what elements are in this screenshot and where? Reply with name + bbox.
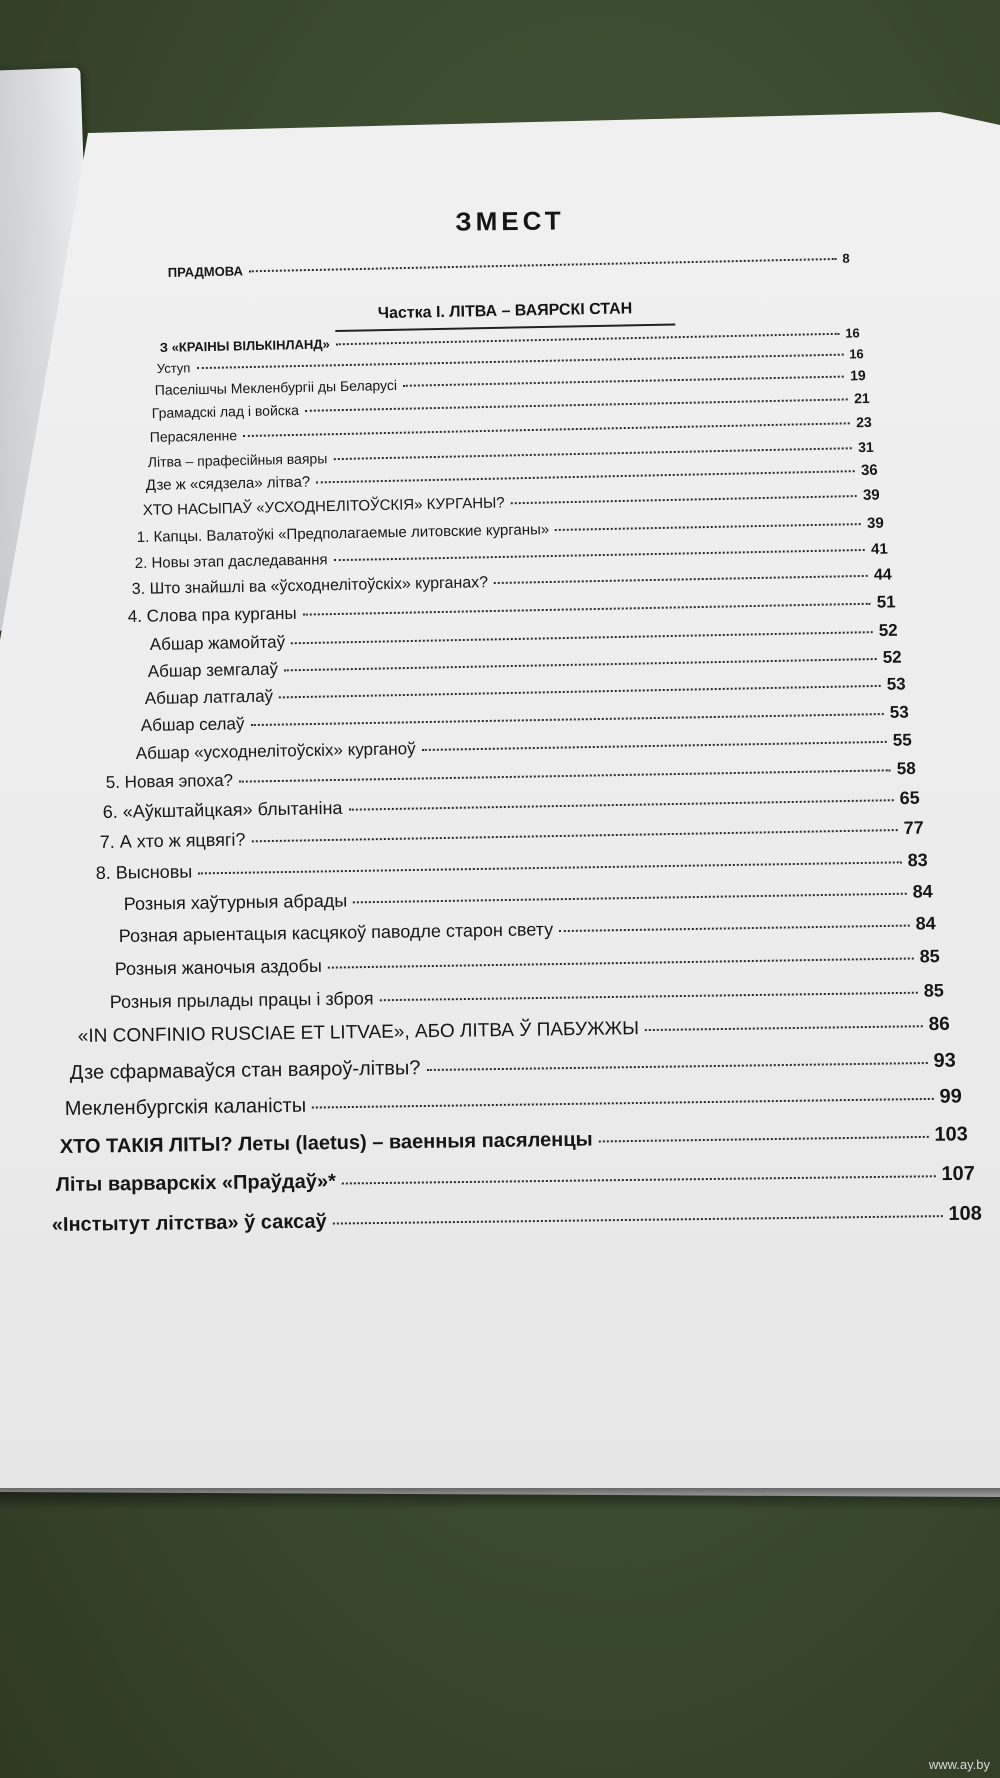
toc-entry-page: 16 bbox=[849, 346, 864, 362]
toc-entry-page: 44 bbox=[873, 566, 892, 584]
toc-leader-dots bbox=[250, 713, 883, 726]
toc-entry-label: 5. Новая эпоха? bbox=[105, 770, 234, 793]
toc-entry-page: 39 bbox=[866, 514, 884, 532]
toc-leader-dots bbox=[426, 1062, 927, 1071]
toc-entry-label: ХТО НАСЫПАЎ «УСХОДНЕЛІТОЎСКІЯ» КУРГАНЫ? bbox=[142, 494, 505, 519]
toc-entry-page: 52 bbox=[878, 620, 898, 641]
toc-leader-dots bbox=[279, 685, 881, 699]
toc-leader-dots bbox=[334, 549, 866, 561]
toc-entry-label: ПРАДМОВА bbox=[167, 263, 244, 280]
toc-entry-page: 77 bbox=[903, 817, 924, 838]
toc-entry-page: 41 bbox=[870, 540, 888, 558]
toc-entry-page: 107 bbox=[941, 1162, 975, 1186]
toc-leader-dots bbox=[251, 829, 897, 842]
toc-entry-label: Перасяленне bbox=[149, 427, 238, 445]
toc-entry-page: 19 bbox=[849, 367, 866, 384]
toc-entry-label: «IN CONFINIO RUSCIAE ET LITVAE», АБО ЛІТВА Ў ПАБУЖЖЫ bbox=[77, 1018, 640, 1048]
toc-entry-label: 4. Слова пра курганы bbox=[127, 603, 297, 627]
toc-entry-label: Мекленбургскія каланісты bbox=[64, 1094, 307, 1121]
toc-leader-dots bbox=[555, 523, 861, 531]
toc-leader-dots bbox=[328, 957, 914, 968]
toc-entry-label: 8. Высновы bbox=[95, 861, 193, 884]
toc-entry-label: Абшар «усходнелітоўскіх» курганоў bbox=[135, 739, 416, 764]
toc-entry-page: 31 bbox=[857, 438, 874, 456]
toc-entry-label: Літы варварскіх «Праўдаў»* bbox=[55, 1170, 336, 1197]
toc-leader-dots bbox=[239, 769, 891, 782]
toc-leader-dots bbox=[348, 799, 893, 811]
toc-entry-page: 21 bbox=[853, 389, 870, 407]
toc-entry-label: З «КРАІНЫ ВІЛЬКІНЛАНД» bbox=[159, 336, 330, 355]
toc-entry-label: Розныя прылады працы і зброя bbox=[109, 988, 374, 1013]
page-title: ЗМЕСТ bbox=[455, 205, 565, 237]
toc-leader-dots bbox=[380, 992, 918, 1002]
toc-entry-page: 108 bbox=[948, 1202, 982, 1226]
toc-entry-label: Абшар латгалаў bbox=[144, 686, 274, 709]
toc-entry-label: Уступ bbox=[156, 360, 191, 376]
toc-entry-page: 99 bbox=[939, 1085, 962, 1108]
toc-entry-page: 53 bbox=[886, 674, 906, 694]
part-heading bbox=[335, 293, 676, 330]
toc-entry-label: Літва – прафесійныя ваяры bbox=[147, 450, 328, 470]
toc-leader-dots bbox=[303, 603, 871, 616]
toc-leader-dots bbox=[342, 1175, 936, 1184]
toc-leader-dots bbox=[494, 575, 868, 584]
toc-entry-label: «Інстытут літства» ў саксаў bbox=[51, 1210, 327, 1237]
toc-entry-page: 55 bbox=[892, 730, 912, 750]
toc-leader-dots bbox=[198, 861, 901, 874]
toc-entry-page: 85 bbox=[919, 946, 940, 967]
toc-leader-dots bbox=[312, 1098, 933, 1109]
toc-leader-dots bbox=[422, 741, 887, 751]
toc-entry-page: 103 bbox=[934, 1123, 968, 1146]
toc-leader-dots bbox=[645, 1025, 923, 1031]
toc-entry-label: 1. Капцы. Валатоўкі «Предполагаемые литовские курганы» bbox=[136, 521, 550, 546]
toc-entry-label: Дзе сфармаваўся стан ваяроў-літвы? bbox=[69, 1057, 421, 1085]
toc-entry-page: 84 bbox=[915, 913, 936, 934]
toc-entry-page: 23 bbox=[855, 413, 872, 431]
toc-leader-dots bbox=[599, 1136, 929, 1143]
toc-entry-page: 39 bbox=[862, 486, 880, 504]
toc-leader-dots bbox=[284, 658, 877, 671]
part-heading-text: Частка I. ЛІТВА – ВАЯРСКІ СТАН bbox=[377, 300, 633, 323]
toc-entry-page: 58 bbox=[896, 758, 916, 779]
toc-entry-page: 16 bbox=[845, 325, 860, 341]
toc-entry-page: 93 bbox=[933, 1049, 956, 1072]
toc-entry-label: Абшар жамойтаў bbox=[149, 632, 286, 655]
toc-entry-label: Абшар селаў bbox=[140, 714, 245, 736]
toc-entry-label: 6. «Аўкштайцкая» блытаніна bbox=[102, 797, 343, 823]
toc-entry-label: Абшар земгалаў bbox=[147, 659, 279, 682]
toc-entry-page: 36 bbox=[860, 461, 878, 480]
watermark: www.ay.by bbox=[928, 1757, 990, 1772]
toc-entry-label: Грамадскі лад і войска bbox=[151, 401, 300, 421]
toc-leader-dots bbox=[559, 925, 910, 933]
toc-entry-page: 53 bbox=[889, 702, 909, 722]
toc-entry-label: Розныя жаночыя аздобы bbox=[114, 955, 322, 980]
toc-entry-page: 86 bbox=[928, 1013, 950, 1036]
toc-entry-label: 7. А хто ж яцвягі? bbox=[99, 829, 246, 853]
toc-entry-label: Паселішчы Мекленбургіі ды Беларусі bbox=[154, 376, 398, 398]
toc-entry-page: 83 bbox=[907, 849, 928, 871]
toc-leader-dots bbox=[333, 1215, 943, 1224]
toc-entry-label: ХТО ТАКІЯ ЛІТЫ? Леты (laetus) – ваенныя пасяленцы bbox=[59, 1128, 593, 1159]
toc-entry-page: 8 bbox=[842, 250, 850, 266]
toc-entry-label: 2. Новы этап даследавання bbox=[134, 551, 328, 572]
toc-leader-dots bbox=[291, 631, 873, 644]
toc-entry-label: Дзе ж «сядзела» літва? bbox=[145, 473, 311, 494]
toc-entry-page: 65 bbox=[899, 787, 920, 809]
toc-entry-page: 85 bbox=[923, 980, 944, 1001]
toc-leader-dots bbox=[353, 893, 907, 904]
toc-entry-page: 51 bbox=[876, 592, 896, 612]
toc-entry-label: 3. Што знайшлі ва «ўсходнелітоўскіх» курганах? bbox=[131, 574, 489, 599]
toc-leader-dots bbox=[511, 495, 857, 504]
toc-entry-label: Розныя хаўтурныя абрады bbox=[123, 890, 348, 915]
toc-entry-page: 52 bbox=[882, 647, 902, 667]
toc-entry-label: Розная арыентацыя касцякоў паводле старон свету bbox=[118, 919, 554, 947]
toc-entry-page: 84 bbox=[912, 881, 933, 902]
page-shadow bbox=[0, 1488, 1000, 1510]
